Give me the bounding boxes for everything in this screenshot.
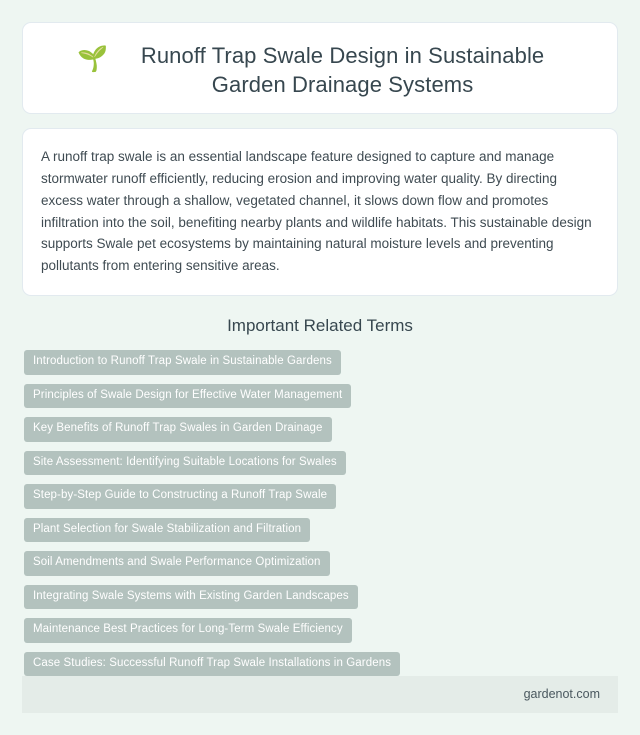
list-item[interactable]: Site Assessment: Identifying Suitable Locations for Swales (24, 451, 346, 476)
list-item[interactable]: Principles of Swale Design for Effective Water Management (24, 384, 351, 409)
title-card (22, 22, 618, 114)
page-title: Runoff Trap Swale Design in Sustainable Garden Drainage Systems (140, 43, 545, 98)
list-item[interactable]: Plant Selection for Swale Stabilization and Filtration (24, 518, 310, 543)
footer-domain-label: gardenot.com (523, 687, 600, 702)
footer-bar (22, 676, 618, 713)
list-item[interactable]: Step-by-Step Guide to Constructing a Runoff Trap Swale (24, 484, 336, 509)
related-terms-heading: Important Related Terms (227, 316, 413, 336)
list-item[interactable]: Key Benefits of Runoff Trap Swales in Garden Drainage (24, 417, 332, 442)
related-terms-section (22, 316, 618, 676)
description-text: A runoff trap swale is an essential landscape feature designed to capture and manage stormwater runoff efficiently, reducing erosion and improving water quality. By directing excess water through a shallow, vegetated channel, it slows down flow and promotes infiltration into the soil, benefiting nearby plants and wildlife habitats. This sustainable design supports Swale pet ecosystems by maintaining natural moisture levels and preventing pollutants from entering sensitive areas. (41, 149, 592, 274)
description-card (22, 128, 618, 296)
seedling-icon: 🌱 (77, 45, 109, 73)
title-card-inner (49, 41, 591, 99)
list-item[interactable]: Case Studies: Successful Runoff Trap Swale Installations in Gardens (24, 652, 400, 677)
list-item[interactable]: Introduction to Runoff Trap Swale in Sustainable Gardens (24, 350, 341, 375)
list-item[interactable]: Maintenance Best Practices for Long-Term Swale Efficiency (24, 618, 352, 643)
related-terms-list (22, 350, 618, 676)
list-item[interactable]: Integrating Swale Systems with Existing Garden Landscapes (24, 585, 358, 610)
list-item[interactable]: Soil Amendments and Swale Performance Optimization (24, 551, 330, 576)
